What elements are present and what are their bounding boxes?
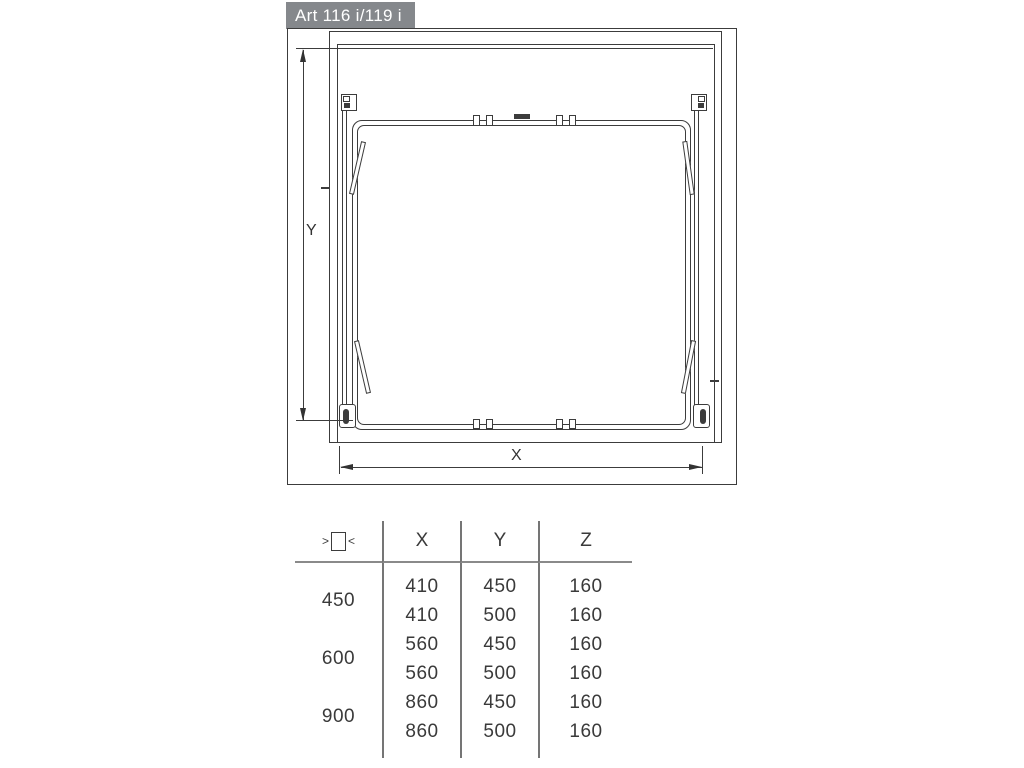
cell-z: 160 [538, 630, 632, 659]
cabinet-back-panel-line [337, 44, 714, 45]
table-divider [382, 746, 460, 758]
arrow-in-right-icon: > [321, 534, 329, 548]
wall-mark-left [321, 187, 330, 189]
mount-clip-top-right [691, 94, 707, 111]
arrow-left-icon [340, 464, 353, 470]
rail-connector-mark [486, 115, 493, 126]
cabinet-width-symbol [295, 521, 382, 563]
mount-clip-bottom-right [693, 404, 710, 428]
cell-z: 160 [538, 717, 632, 746]
cell-z: 160 [538, 659, 632, 688]
group-size-450: 450 [321, 590, 356, 611]
cell-x: 860 [382, 688, 460, 717]
dim-extension-right [702, 446, 703, 474]
clip-detail [343, 96, 350, 102]
cabinet-left-wall-line [337, 44, 338, 443]
article-title: Art 116 i/119 i [286, 2, 415, 29]
arrow-in-left-icon: < [348, 534, 356, 548]
cell-x: 560 [382, 630, 460, 659]
rail-connector-mark [473, 419, 480, 429]
dim-line-x [341, 467, 702, 468]
arrow-up-icon [300, 49, 306, 62]
mount-clip-top-left [341, 94, 357, 111]
clip-detail [698, 103, 704, 108]
cell-x: 860 [382, 717, 460, 746]
column-header-z: Z [538, 521, 632, 563]
cabinet-box-icon [331, 532, 346, 551]
mount-clip-bottom-left [339, 404, 356, 428]
table-divider [460, 563, 538, 572]
clip-detail [698, 96, 705, 102]
cell-y: 450 [460, 630, 538, 659]
clip-detail [343, 409, 349, 424]
wall-mark-right [710, 380, 719, 382]
cell-x: 410 [382, 601, 460, 630]
pullout-frame [352, 120, 691, 430]
rail-connector-mark [556, 115, 563, 126]
left-runner-rail [342, 100, 347, 426]
rail-connector-mark [473, 115, 480, 126]
cabinet-right-wall-line [714, 44, 715, 443]
dim-label-x: X [511, 447, 522, 464]
cell-y: 450 [460, 572, 538, 601]
cell-x: 410 [382, 572, 460, 601]
table-divider [538, 746, 632, 758]
rail-connector-mark [486, 419, 493, 429]
rail-connector-mark [556, 419, 563, 429]
cell-y: 500 [460, 601, 538, 630]
dimension-table [295, 521, 632, 758]
rail-connector-mark [569, 115, 576, 126]
cell-x: 560 [382, 659, 460, 688]
dim-line-y [303, 50, 304, 420]
pullout-frame-inner-line [357, 125, 686, 425]
right-runner-rail [694, 100, 699, 426]
dimension-reference-line-bottom [296, 420, 353, 421]
group-size-900: 900 [321, 706, 356, 727]
table-divider [382, 563, 460, 572]
cell-y: 500 [460, 717, 538, 746]
rail-connector-mark [569, 419, 576, 429]
cell-z: 160 [538, 601, 632, 630]
cell-y: 450 [460, 688, 538, 717]
column-header-x: X [382, 521, 460, 563]
cell-z: 160 [538, 688, 632, 717]
column-header-y: Y [460, 521, 538, 563]
dimension-reference-line-top [296, 48, 713, 49]
arrow-right-icon [689, 464, 702, 470]
frame-center-tab [514, 114, 530, 119]
table-divider [538, 563, 632, 572]
dim-extension-left [339, 446, 340, 474]
dim-label-y: Y [306, 222, 317, 239]
cell-z: 160 [538, 572, 632, 601]
table-divider [460, 746, 538, 758]
group-size-600: 600 [321, 648, 356, 669]
clip-detail [344, 103, 350, 108]
cell-y: 500 [460, 659, 538, 688]
clip-detail [700, 409, 706, 424]
